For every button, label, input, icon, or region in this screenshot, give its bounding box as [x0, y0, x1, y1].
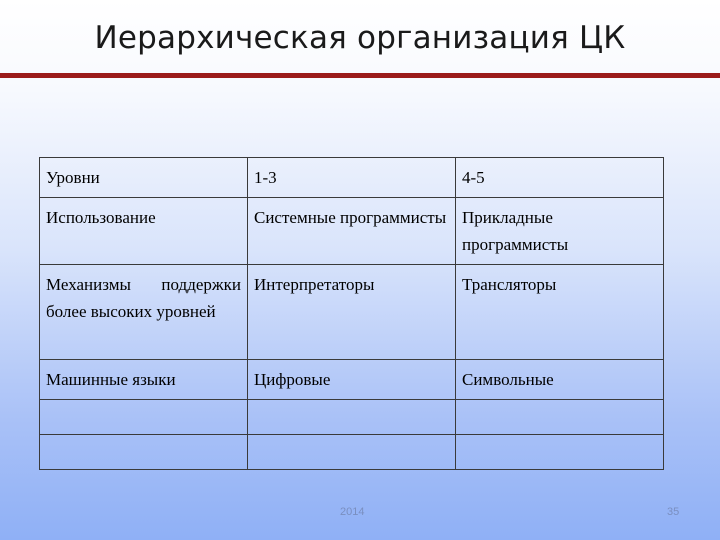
- table-cell: [40, 435, 248, 470]
- table-cell: 1-3: [248, 158, 456, 198]
- table-cell: Механизмы поддержки более высоких уровней: [40, 265, 248, 360]
- table-cell: [456, 435, 664, 470]
- table-cell: Прикладные программисты: [456, 198, 664, 265]
- table-cell: Машинные языки: [40, 360, 248, 400]
- table-cell: Уровни: [40, 158, 248, 198]
- table-cell: Цифровые: [248, 360, 456, 400]
- table-cell: Интерпретаторы: [248, 265, 456, 360]
- table-cell: Трансляторы: [456, 265, 664, 360]
- slide-title: Иерархическая организация ЦК: [94, 20, 626, 56]
- table-cell: Системные программисты: [248, 198, 456, 265]
- table-row: [40, 198, 664, 265]
- footer-year: 2014: [340, 506, 365, 518]
- table-cell: [248, 435, 456, 470]
- levels-table: [39, 157, 664, 470]
- table-row: [40, 435, 664, 470]
- table-cell: 4-5: [456, 158, 664, 198]
- page-number: 35: [667, 506, 680, 518]
- table-row: [40, 265, 664, 360]
- table-cell: Символьные: [456, 360, 664, 400]
- title-underline: [0, 73, 720, 78]
- table-cell: Использование: [40, 198, 248, 265]
- table-row: [40, 158, 664, 198]
- table-cell: [40, 400, 248, 435]
- table-cell: [248, 400, 456, 435]
- table-row: [40, 400, 664, 435]
- table-cell: [456, 400, 664, 435]
- table-row: [40, 360, 664, 400]
